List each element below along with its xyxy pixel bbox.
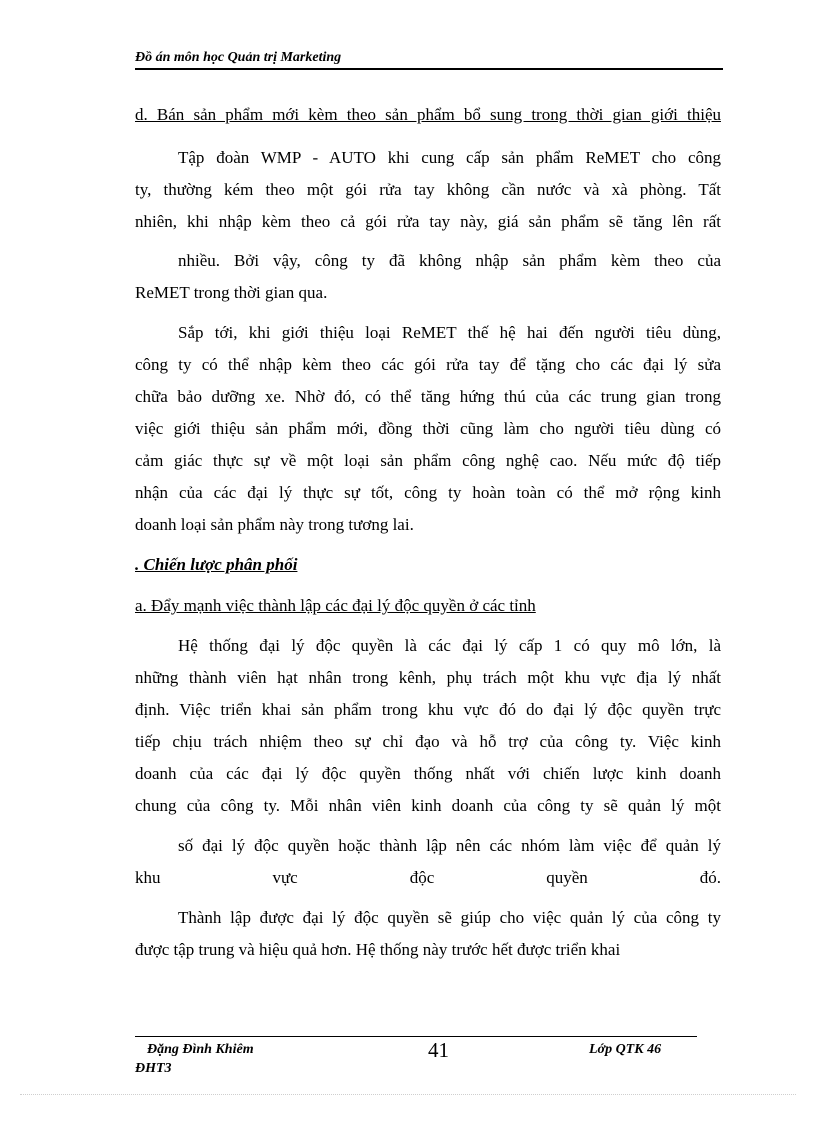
- subsection-a-heading: a. Đẩy mạnh việc thành lập các đại lý độc quyền ở các tỉnh: [135, 596, 536, 615]
- section-d-heading: d. Bán sản phẩm mới kèm theo sản phẩm bổ sung trong thời gian giới thiệu: [135, 105, 721, 124]
- paragraph-line: định. Việc triển khai sản phẩm trong khu vực đó do đại lý độc quyền trực: [135, 700, 721, 719]
- footer-author: Đặng Đình Khiêm: [147, 1042, 254, 1057]
- paragraph-line: Thành lập được đại lý độc quyền sẽ giúp cho việc quản lý của công ty: [178, 908, 721, 927]
- paragraph-line: được tập trung và hiệu quả hơn. Hệ thống này trước hết được triển khai: [135, 940, 621, 959]
- paragraph-line: những thành viên hạt nhân trong kênh, phụ trách một khu vực địa lý nhất: [135, 668, 721, 687]
- paragraph-line: chung của công ty. Mỗi nhân viên kinh doanh của công ty sẽ quản lý một: [135, 796, 721, 815]
- paragraph-line: việc giới thiệu sản phẩm mới, đồng thời cũng làm cho người tiêu dùng có: [135, 419, 721, 438]
- paragraph-line: nhận của các đại lý thực sự tốt, công ty hoàn toàn có thể mở rộng kinh: [135, 483, 721, 502]
- paragraph-line: Tập đoàn WMP - AUTO khi cung cấp sản phẩm ReMET cho công: [178, 148, 721, 167]
- paragraph-line: nhiên, khi nhập kèm theo cả gói rửa tay này, giá sản phẩm sẽ tăng lên rất: [135, 212, 721, 231]
- section-heading-distribution: . Chiến lược phân phối: [135, 555, 298, 574]
- paragraph-line: chữa bảo dưỡng xe. Nhờ đó, có thể tăng hứng thú của các trung gian trong: [135, 387, 721, 406]
- paragraph-line: cảm giác thực sự về một loại sản phẩm công nghệ cao. Nếu mức độ tiếp: [135, 451, 721, 470]
- paragraph-line: Sắp tới, khi giới thiệu loại ReMET thế hệ hai đến người tiêu dùng,: [178, 323, 721, 342]
- paragraph-line: số đại lý độc quyền hoặc thành lập nên các nhóm làm việc để quản lý: [178, 836, 721, 855]
- paragraph-line: ty, thường kém theo một gói rửa tay không cần nước và xà phòng. Tất: [135, 180, 721, 199]
- paragraph-line: Hệ thống đại lý độc quyền là các đại lý cấp 1 có quy mô lớn, là: [178, 636, 721, 655]
- footer-divider: [135, 1036, 697, 1037]
- paragraph-line: doanh của các đại lý độc quyền thống nhất với chiến lược kinh doanh: [135, 764, 721, 783]
- header-divider: [135, 68, 723, 70]
- paragraph-line: khu vực độc quyền đó.: [135, 868, 721, 887]
- paragraph-line: doanh loại sản phẩm này trong tương lai.: [135, 515, 414, 534]
- footer-class: Lớp QTK 46: [589, 1042, 662, 1057]
- page-bottom-border: [20, 1094, 796, 1095]
- paragraph-line: tiếp chịu trách nhiệm theo sự chỉ đạo và hỗ trợ của công ty. Việc kinh: [135, 732, 721, 751]
- paragraph-line: nhiều. Bởi vậy, công ty đã không nhập sản phẩm kèm theo của: [178, 251, 721, 270]
- paragraph-line: ReMET trong thời gian qua.: [135, 283, 328, 302]
- paragraph-line: công ty có thể nhập kèm theo các gói rửa tay để tặng cho các đại lý sửa: [135, 355, 721, 374]
- page-header-title: Đồ án môn học Quản trị Marketing: [135, 50, 342, 65]
- page-number: 41: [428, 1038, 449, 1062]
- footer-dept: ĐHT3: [135, 1061, 172, 1076]
